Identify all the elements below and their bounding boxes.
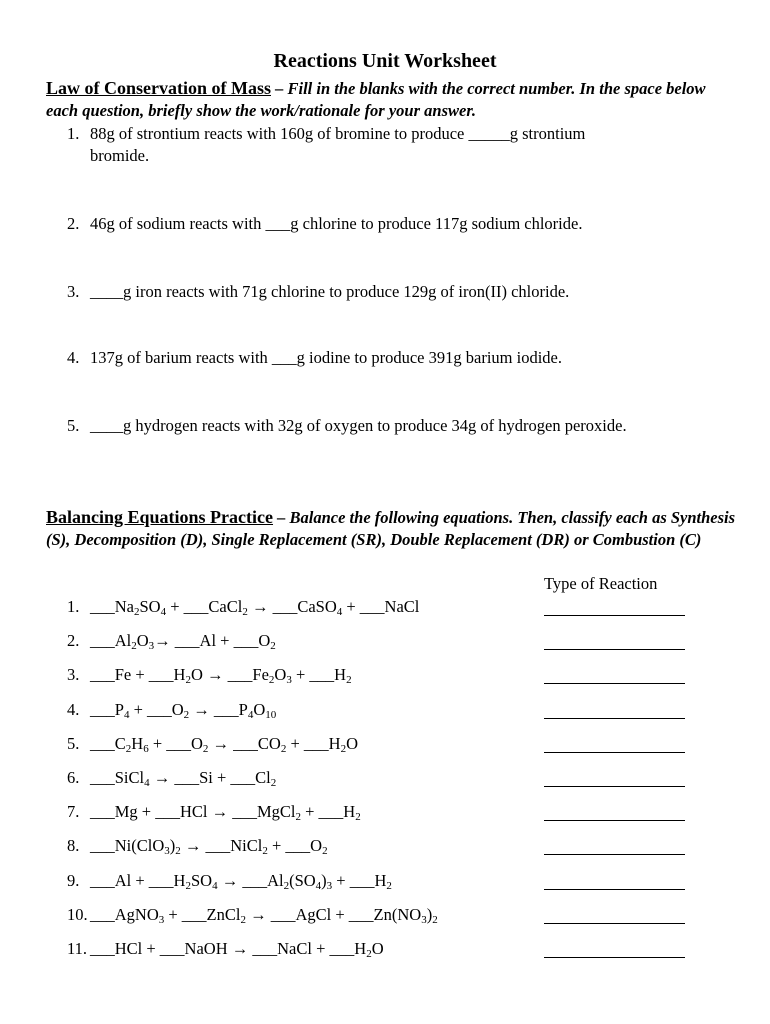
reaction-type-answer-line[interactable] <box>544 682 685 684</box>
question-5 <box>67 415 737 437</box>
equation-10 <box>67 904 537 926</box>
equation-6 <box>67 767 537 789</box>
equation-number: 3. <box>67 665 80 685</box>
question-number: 1. <box>67 124 80 143</box>
equation-text: ___Mg + ___HCl → ___MgCl$_2$ + $\_\_\_H_2$ <box>90 802 361 824</box>
section-balancing-title: Balancing Equations Practice <box>46 507 274 527</box>
equation-number: 7. <box>67 802 80 822</box>
question-text: 88g of strontium reacts with 160g of bromine to produce _____g strontium <box>90 124 586 143</box>
equation-11 <box>67 938 537 960</box>
question-number: 4. <box>67 348 80 367</box>
equation-text: ___AgNO$_3$ + ___ZnCl$_2$ → ___AgCl + $\_\_\_Zn(NO_3)_2$ <box>90 904 438 926</box>
question-2 <box>67 213 737 235</box>
question-number: 5. <box>67 416 80 435</box>
reaction-type-answer-line[interactable] <box>544 853 685 855</box>
equation-text: $\_\_\_Na_2SO_4$ + ___CaCl$_2$ → ___CaSO$_4$ + ___NaCl <box>90 597 420 618</box>
reaction-type-answer-line[interactable] <box>544 648 685 650</box>
equation-number: 8. <box>67 836 80 856</box>
page-title: Reactions Unit Worksheet <box>273 50 497 72</box>
equation-5 <box>67 733 537 755</box>
equation-text: ___HCl + ___NaOH → ___NaCl + $\_\_\_H_2O$ <box>90 939 384 960</box>
equation-8 <box>67 835 537 857</box>
equation-number: 6. <box>67 768 80 787</box>
section-balancing-instructions: – Balance the following equations. Then, classify each as Synthesis (S), Decomposition (D), Single Replacement (SR), Double Replacement (DR) or Combustion (C) <box>46 508 736 549</box>
reaction-type-answer-line[interactable] <box>544 785 685 787</box>
equation-9 <box>67 870 537 892</box>
equation-number: 2. <box>67 631 80 651</box>
section-conservation-title: Law of Conservation of Mass <box>46 78 271 98</box>
equation-4 <box>67 699 537 721</box>
equation-7 <box>67 801 537 823</box>
question-3 <box>67 281 737 303</box>
question-text: ____g hydrogen reacts with 32g of oxygen to produce 34g of hydrogen peroxide. <box>90 416 627 435</box>
question-1 <box>67 123 737 167</box>
question-number: 3. <box>67 282 80 301</box>
section-conservation-header <box>46 78 736 121</box>
question-4 <box>67 347 737 369</box>
reaction-type-answer-line[interactable] <box>544 819 685 821</box>
equation-text: $\_\_\_Al_2O_3\to$ ___Al + $\_\_\_O_2$ <box>90 631 276 653</box>
reaction-type-answer-line[interactable] <box>544 614 685 616</box>
equation-number: 1. <box>67 597 80 616</box>
equation-3 <box>67 664 537 686</box>
equation-1 <box>67 596 537 618</box>
question-number: 2. <box>67 214 80 233</box>
section-balancing-header <box>46 507 736 550</box>
question-text-continued: bromide. <box>90 146 150 165</box>
equation-text: $\_\_\_P_4$ + $\_\_\_O_2$ → $\_\_\_P_4O_{10}$ <box>90 699 277 721</box>
equation-2 <box>67 630 537 652</box>
equation-text: $\_\_\_Ni(ClO_3)_2$ → ___NiCl$_2$ + $\_\_\_O_2$ <box>90 836 328 858</box>
reaction-type-answer-line[interactable] <box>544 888 685 890</box>
equation-text: ___SiCl$_4$ → ___Si + $\_\_\_Cl_2$ <box>90 768 277 789</box>
section-conservation-instructions: – Fill in the blanks with the correct number. In the space below each question, briefly show the work/rationale for your answer. <box>46 79 706 120</box>
equation-number: 4. <box>67 699 80 719</box>
equation-text: ___Al + $\_\_\_H_2SO_4$ → $\_\_\_Al_2(SO_4)_3$ + $\_\_\_H_2$ <box>90 870 392 892</box>
equation-number: 9. <box>67 870 80 890</box>
question-text: 46g of sodium reacts with ___g chlorine to produce 117g sodium chloride. <box>90 214 583 233</box>
reaction-type-answer-line[interactable] <box>544 956 685 958</box>
reaction-type-answer-line[interactable] <box>544 751 685 753</box>
question-text: ____g iron reacts with 71g chlorine to produce 129g of iron(II) chloride. <box>90 282 570 301</box>
equation-number: 10. <box>67 904 88 924</box>
equation-number: 5. <box>67 733 80 753</box>
reaction-type-answer-line[interactable] <box>544 922 685 924</box>
equation-text: $\_\_\_C_2H_6$ + $\_\_\_O_2$ → $\_\_\_CO_2$ + $\_\_\_H_2O$ <box>90 733 358 755</box>
reaction-type-answer-line[interactable] <box>544 717 685 719</box>
reaction-type-column-header: Type of Reaction <box>544 574 658 593</box>
equation-text: ___Fe + $\_\_\_H_2O$ → $\_\_\_Fe_2O_3$ + $\_\_\_H_2$ <box>90 665 352 687</box>
question-text: 137g of barium reacts with ___g iodine to produce 391g barium iodide. <box>90 348 562 367</box>
equation-number: 11. <box>67 939 88 958</box>
